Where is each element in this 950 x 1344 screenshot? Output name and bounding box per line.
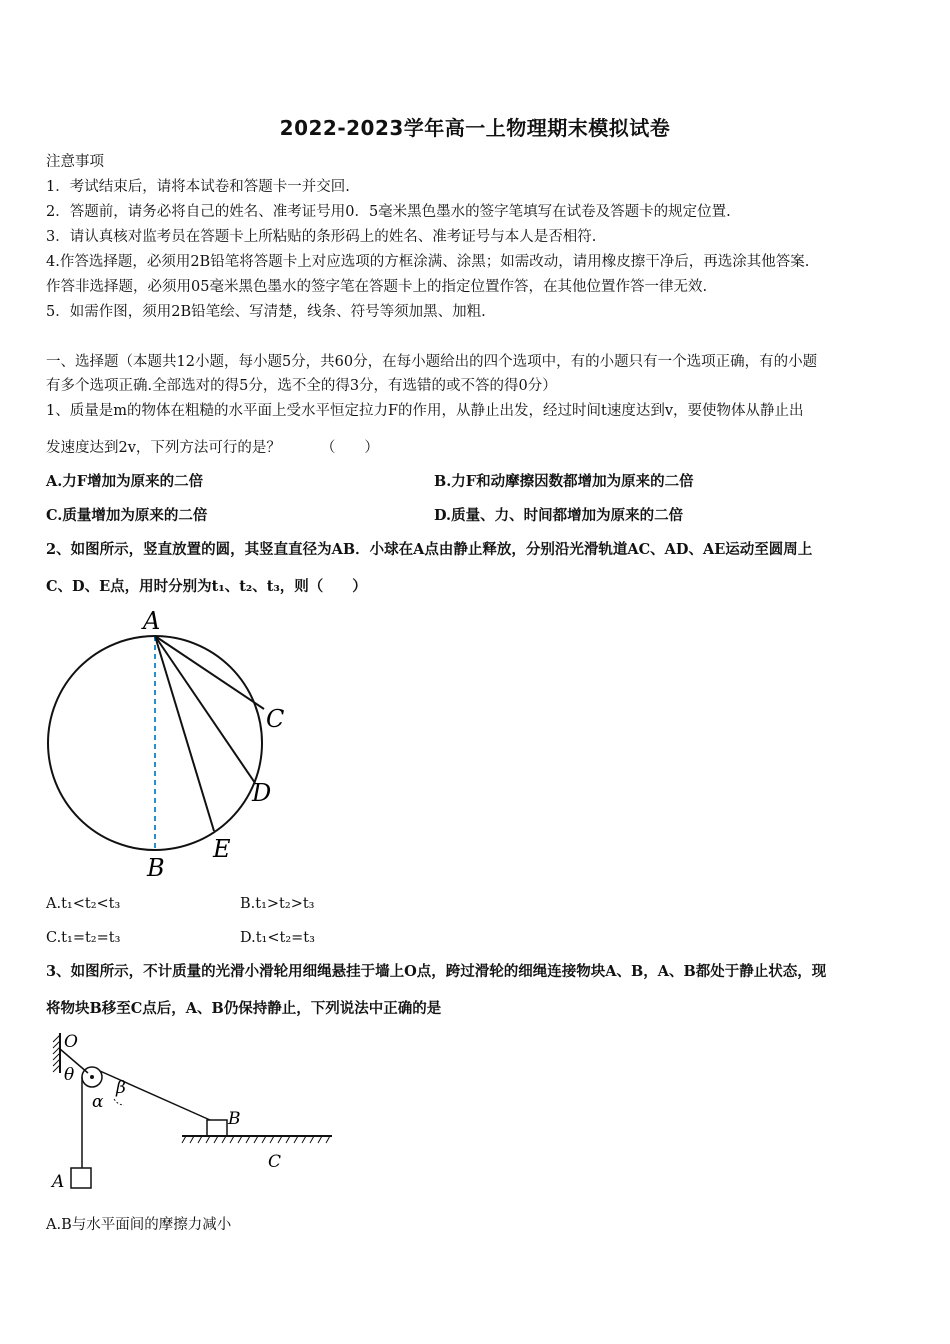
notice-item-2: 2．答题前，请务必将自己的姓名、准考证号用0．5毫米黑色墨水的签字笔填写在试卷及答题卡的规定位置. xyxy=(46,204,731,220)
page-title: 2022-2023学年高一上物理期末模拟试卷 xyxy=(279,116,671,140)
q1-option-c: C.质量增加为原来的二倍 xyxy=(46,507,208,524)
q2-label-d: D xyxy=(252,779,272,807)
q3-option-a: A.B与水平面间的摩擦力减小 xyxy=(46,1217,232,1233)
q3-label-beta: β xyxy=(116,1078,126,1098)
q2-chord-ac xyxy=(155,636,264,709)
q2-label-c: C xyxy=(266,705,285,733)
q2-chord-ae xyxy=(155,636,214,831)
q2-stem-line1: 2、如图所示，竖直放置的圆，其竖直直径为AB．小球在A点由静止释放，分别沿光滑轨道AC、AD、AE运动至圆周上 xyxy=(46,541,813,558)
q2-option-c: C.t₁=t₂=t₃ xyxy=(46,930,121,946)
q1-option-d: D.质量、力、时间都增加为原来的二倍 xyxy=(434,507,684,524)
q2-chord-ad xyxy=(155,636,255,783)
q3-pulley-axle xyxy=(90,1075,94,1079)
q1-option-b: B.力F和动摩擦因数都增加为原来的二倍 xyxy=(434,473,694,490)
q1-option-a: A.力F增加为原来的二倍 xyxy=(46,473,204,490)
q2-circle-figure xyxy=(40,605,300,885)
q3-label-alpha: α xyxy=(92,1092,104,1112)
q2-label-b: B xyxy=(147,854,165,882)
q2-option-b: B.t₁>t₂>t₃ xyxy=(240,896,315,912)
notice-item-4-continued: 作答非选择题，必须用05毫米黑色墨水的签字笔在答题卡上的指定位置作答，在其他位置作答一律无效. xyxy=(46,279,708,295)
q3-label-theta: θ xyxy=(64,1065,75,1085)
q1-stem-text: 发速度达到2v，下列方法可行的是？ xyxy=(46,440,281,456)
q2-stem-line2: C、D、E点，用时分别为t₁、t₂、t₃，则（ ） xyxy=(46,578,367,595)
q3-block-a xyxy=(71,1168,91,1188)
q3-label-a: A xyxy=(52,1172,65,1192)
q1-answer-paren: （ ） xyxy=(320,440,379,456)
q1-stem-line2 xyxy=(46,438,379,458)
q3-wall-hatching xyxy=(53,1035,60,1072)
q3-stem-line1: 3、如图所示，不计质量的光滑小滑轮用细绳悬挂于墙上O点，跨过滑轮的细绳连接物块A、B，A、B都处于静止状态，现 xyxy=(46,963,827,980)
q3-label-o: O xyxy=(64,1032,78,1052)
q2-label-e: E xyxy=(213,835,231,863)
q3-block-b xyxy=(207,1120,227,1136)
q3-ground-hatching xyxy=(182,1136,330,1143)
section1-intro-line2: 有多个选项正确.全部选对的得5分，选不全的得3分，有选错的或不答的得0分） xyxy=(46,378,557,394)
notice-item-5: 5．如需作图，须用2B铅笔绘、写清楚，线条、符号等须加黑、加粗. xyxy=(46,304,486,320)
notice-item-3: 3．请认真核对监考员在答题卡上所粘贴的条形码上的姓名、准考证号与本人是否相符. xyxy=(46,229,597,245)
notice-item-4: 4.作答选择题，必须用2B铅笔将答题卡上对应选项的方框涂满、涂黑；如需改动，请用橡皮擦干净后，再选涂其他答案. xyxy=(46,254,810,270)
notice-heading: 注意事项 xyxy=(46,154,104,170)
section1-intro-line1: 一、选择题（本题共12小题，每小题5分，共60分，在每小题给出的四个选项中，有的小题只有一个选项正确，有的小题 xyxy=(46,354,818,370)
q3-label-b: B xyxy=(228,1109,241,1129)
q2-option-d: D.t₁<t₂=t₃ xyxy=(240,930,315,946)
q2-label-a: A xyxy=(143,607,161,635)
notice-item-1: 1．考试结束后，请将本试卷和答题卡一并交回. xyxy=(46,179,350,195)
q2-option-a: A.t₁<t₂<t₃ xyxy=(46,896,121,912)
q3-label-c: C xyxy=(268,1152,282,1172)
q3-stem-line2: 将物块B移至C点后，A、B仍保持静止，下列说法中正确的是 xyxy=(46,1000,442,1017)
q3-angle-arc-beta xyxy=(114,1099,124,1105)
q1-stem-line1: 1、质量是m的物体在粗糙的水平面上受水平恒定拉力F的作用，从静止出发，经过时间t速度达到v，要使物体从静止出 xyxy=(46,403,804,419)
q3-pulley-figure xyxy=(40,1025,340,1200)
